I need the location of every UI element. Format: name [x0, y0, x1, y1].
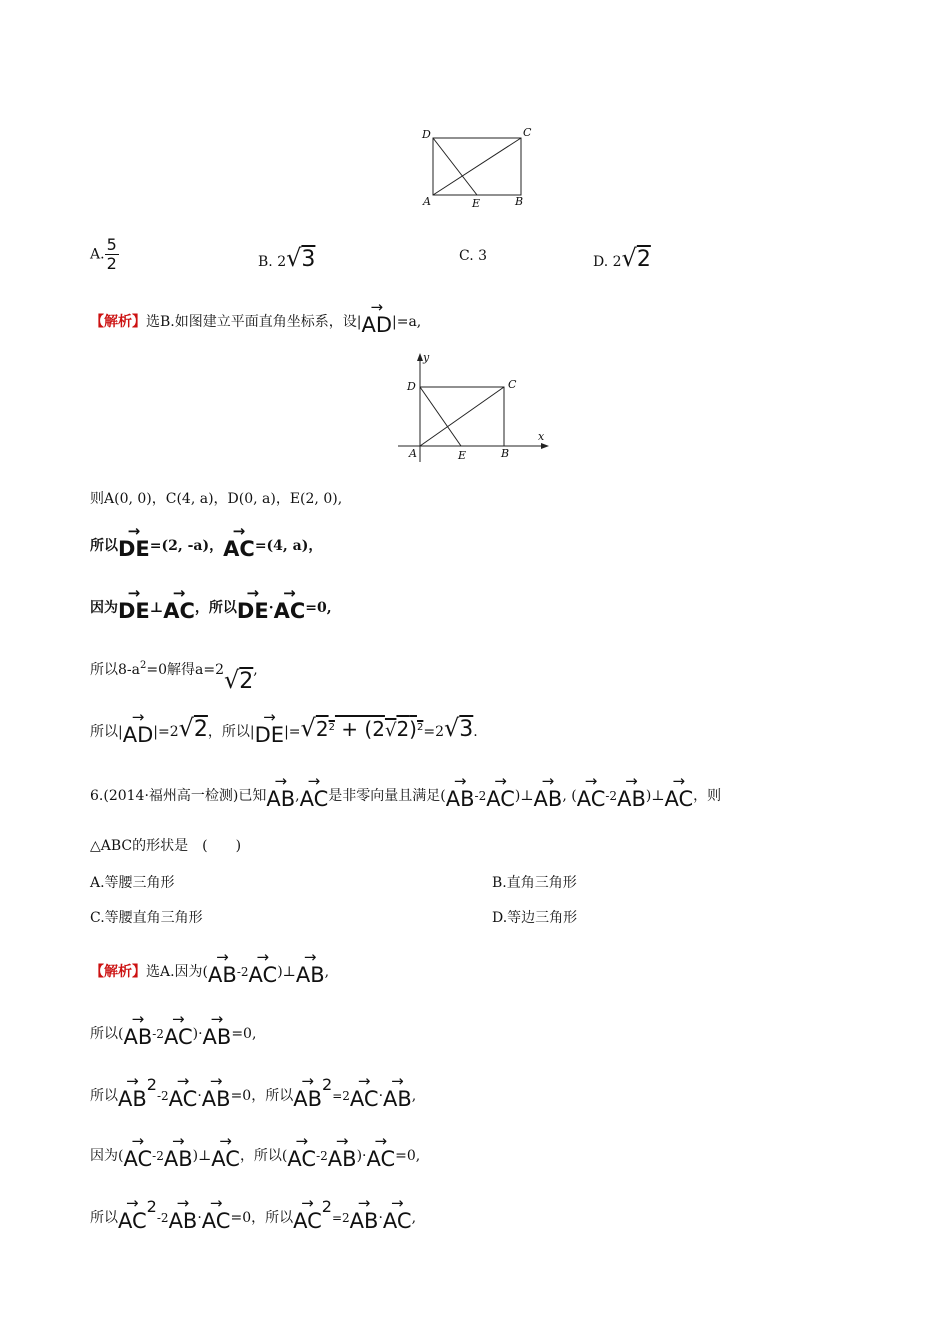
analysis-tag: 【解析】 — [90, 964, 146, 980]
segment-ac — [420, 387, 504, 446]
segment-de — [433, 138, 477, 195]
vector-de: → DE — [237, 586, 269, 622]
solution1-line5: 所以$8-a^2=0$解得a=2√2, — [90, 660, 258, 694]
vector-ab: → AB — [118, 1074, 147, 1110]
label-e: E — [458, 449, 467, 462]
vector-ac: → AC — [118, 1196, 147, 1232]
label-a: A — [423, 195, 431, 208]
vector-ab: → AB — [296, 950, 325, 986]
question6-option-d: D.等边三角形 — [492, 910, 578, 926]
vector-ac: → AC — [300, 774, 329, 810]
vector-ac: → AC — [211, 1134, 240, 1170]
segment-de — [420, 387, 461, 446]
vector-ab: → AB — [164, 1134, 193, 1170]
vector-ac: → AC — [366, 1134, 395, 1170]
vector-ac: → AC — [274, 586, 306, 622]
question6-option-c: C.等腰直角三角形 — [90, 910, 203, 926]
label-d: D — [422, 128, 431, 141]
vector-ac: → AC — [350, 1074, 379, 1110]
solution1-line4: 因为→ DE⊥→ AC，所以→ DE·→ AC=0, — [90, 586, 332, 622]
vector-ac: → AC — [202, 1196, 231, 1232]
vector-de: → DE — [118, 586, 150, 622]
rectangle-figure — [416, 124, 536, 214]
label-y: y — [423, 351, 430, 364]
vector-ab: → AB — [123, 1012, 152, 1048]
solution1-line3: 所以→ DE=(2, -a)，→ AC=(4, a)， — [90, 524, 322, 560]
solution1-line1: 【解析】选B.如图建立平面直角坐标系，设|→ AD|=a, — [90, 300, 421, 336]
solution2-line3: 所以→ AB2-2→ AC·→ AB=0，所以→ AB2=2→ AC·→ AB, — [90, 1074, 416, 1110]
segment-ac — [433, 138, 521, 195]
vector-ac: → AC — [163, 586, 195, 622]
label-a: A — [409, 447, 417, 460]
vector-ac: → AC — [486, 774, 515, 810]
vector-ac: → AC — [123, 1134, 152, 1170]
question6-line2: △ABC的形状是 ( ) — [90, 838, 242, 854]
vector-ac: → AC — [577, 774, 606, 810]
solution1-coords: 则A(0, 0)，C(4, a)，D(0, a)，E(2, 0), — [90, 491, 343, 507]
vector-ab: → AB — [203, 1012, 232, 1048]
vector-ab: → AB — [617, 774, 646, 810]
question6-option-a: A.等腰三角形 — [90, 875, 175, 891]
label-x: x — [538, 430, 545, 443]
analysis-tag: 【解析】 — [90, 314, 146, 330]
solution2-line5: 所以→ AC2-2→ AB·→ AC=0，所以→ AC2=2→ AB·→ AC, — [90, 1196, 416, 1232]
vector-de: → DE — [255, 710, 284, 746]
label-c: C — [523, 126, 532, 139]
question6-stem: 6.(2014·福州高一检测)已知→ AB,→ AC是非零向量且满足(→ AB-2→ AC)⊥→ AB, (→ AC-2→ AB)⊥→ AC，则 — [90, 774, 721, 810]
solution1-line6: 所以|→ AD|=2√2，所以|→ $DE|=√2^2 + (2√2)^2=2√3$. — [90, 710, 478, 746]
vector-ab: → AB — [266, 774, 295, 810]
vector-ab: → AB — [169, 1196, 198, 1232]
vector-ab: → AB — [328, 1134, 357, 1170]
vector-ad: → AD — [361, 300, 392, 336]
vector-ac: → AC — [164, 1012, 193, 1048]
label-c: C — [508, 378, 517, 391]
option-d: D. 2√2 — [593, 244, 651, 272]
vector-ac: → AC — [293, 1196, 322, 1232]
vector-ab: → AB — [534, 774, 563, 810]
vector-ad: → AD — [123, 710, 154, 746]
vector-ab: → AB — [293, 1074, 322, 1110]
label-b: B — [515, 195, 524, 208]
question6-option-b: B.直角三角形 — [492, 875, 577, 891]
label-e: E — [472, 197, 481, 210]
label-b: B — [501, 447, 510, 460]
option-a: A. $\frac{5}{2}$ — [90, 235, 117, 273]
coordinate-figure — [396, 350, 556, 464]
option-b: B. 2√3 — [258, 244, 316, 272]
label-d: D — [407, 380, 416, 393]
vector-de: → DE — [118, 524, 150, 560]
vector-ac: → AC — [383, 1196, 412, 1232]
solution2-line2: 所以(→ AB-2→ AC)·→ AB=0, — [90, 1012, 256, 1048]
x-axis-arrow — [541, 443, 549, 449]
vector-ac: → AC — [665, 774, 694, 810]
vector-ac: → AC — [287, 1134, 316, 1170]
option-c: C. 3 — [459, 248, 488, 264]
vector-ab: → AB — [446, 774, 475, 810]
vector-ab: → AB — [383, 1074, 412, 1110]
vector-ac: → AC — [249, 950, 278, 986]
vector-ac: → AC — [169, 1074, 198, 1110]
vector-ab: → AB — [208, 950, 237, 986]
vector-ab: → AB — [350, 1196, 379, 1232]
vector-ab: → AB — [202, 1074, 231, 1110]
solution2-line4: 因为(→ AC-2→ AB)⊥→ AC，所以(→ AC-2→ AB)·→ AC=0, — [90, 1134, 420, 1170]
solution2-line1: 【解析】选A.因为(→ AB-2→ AC)⊥→ AB, — [90, 950, 329, 986]
vector-ac: → AC — [223, 524, 255, 560]
